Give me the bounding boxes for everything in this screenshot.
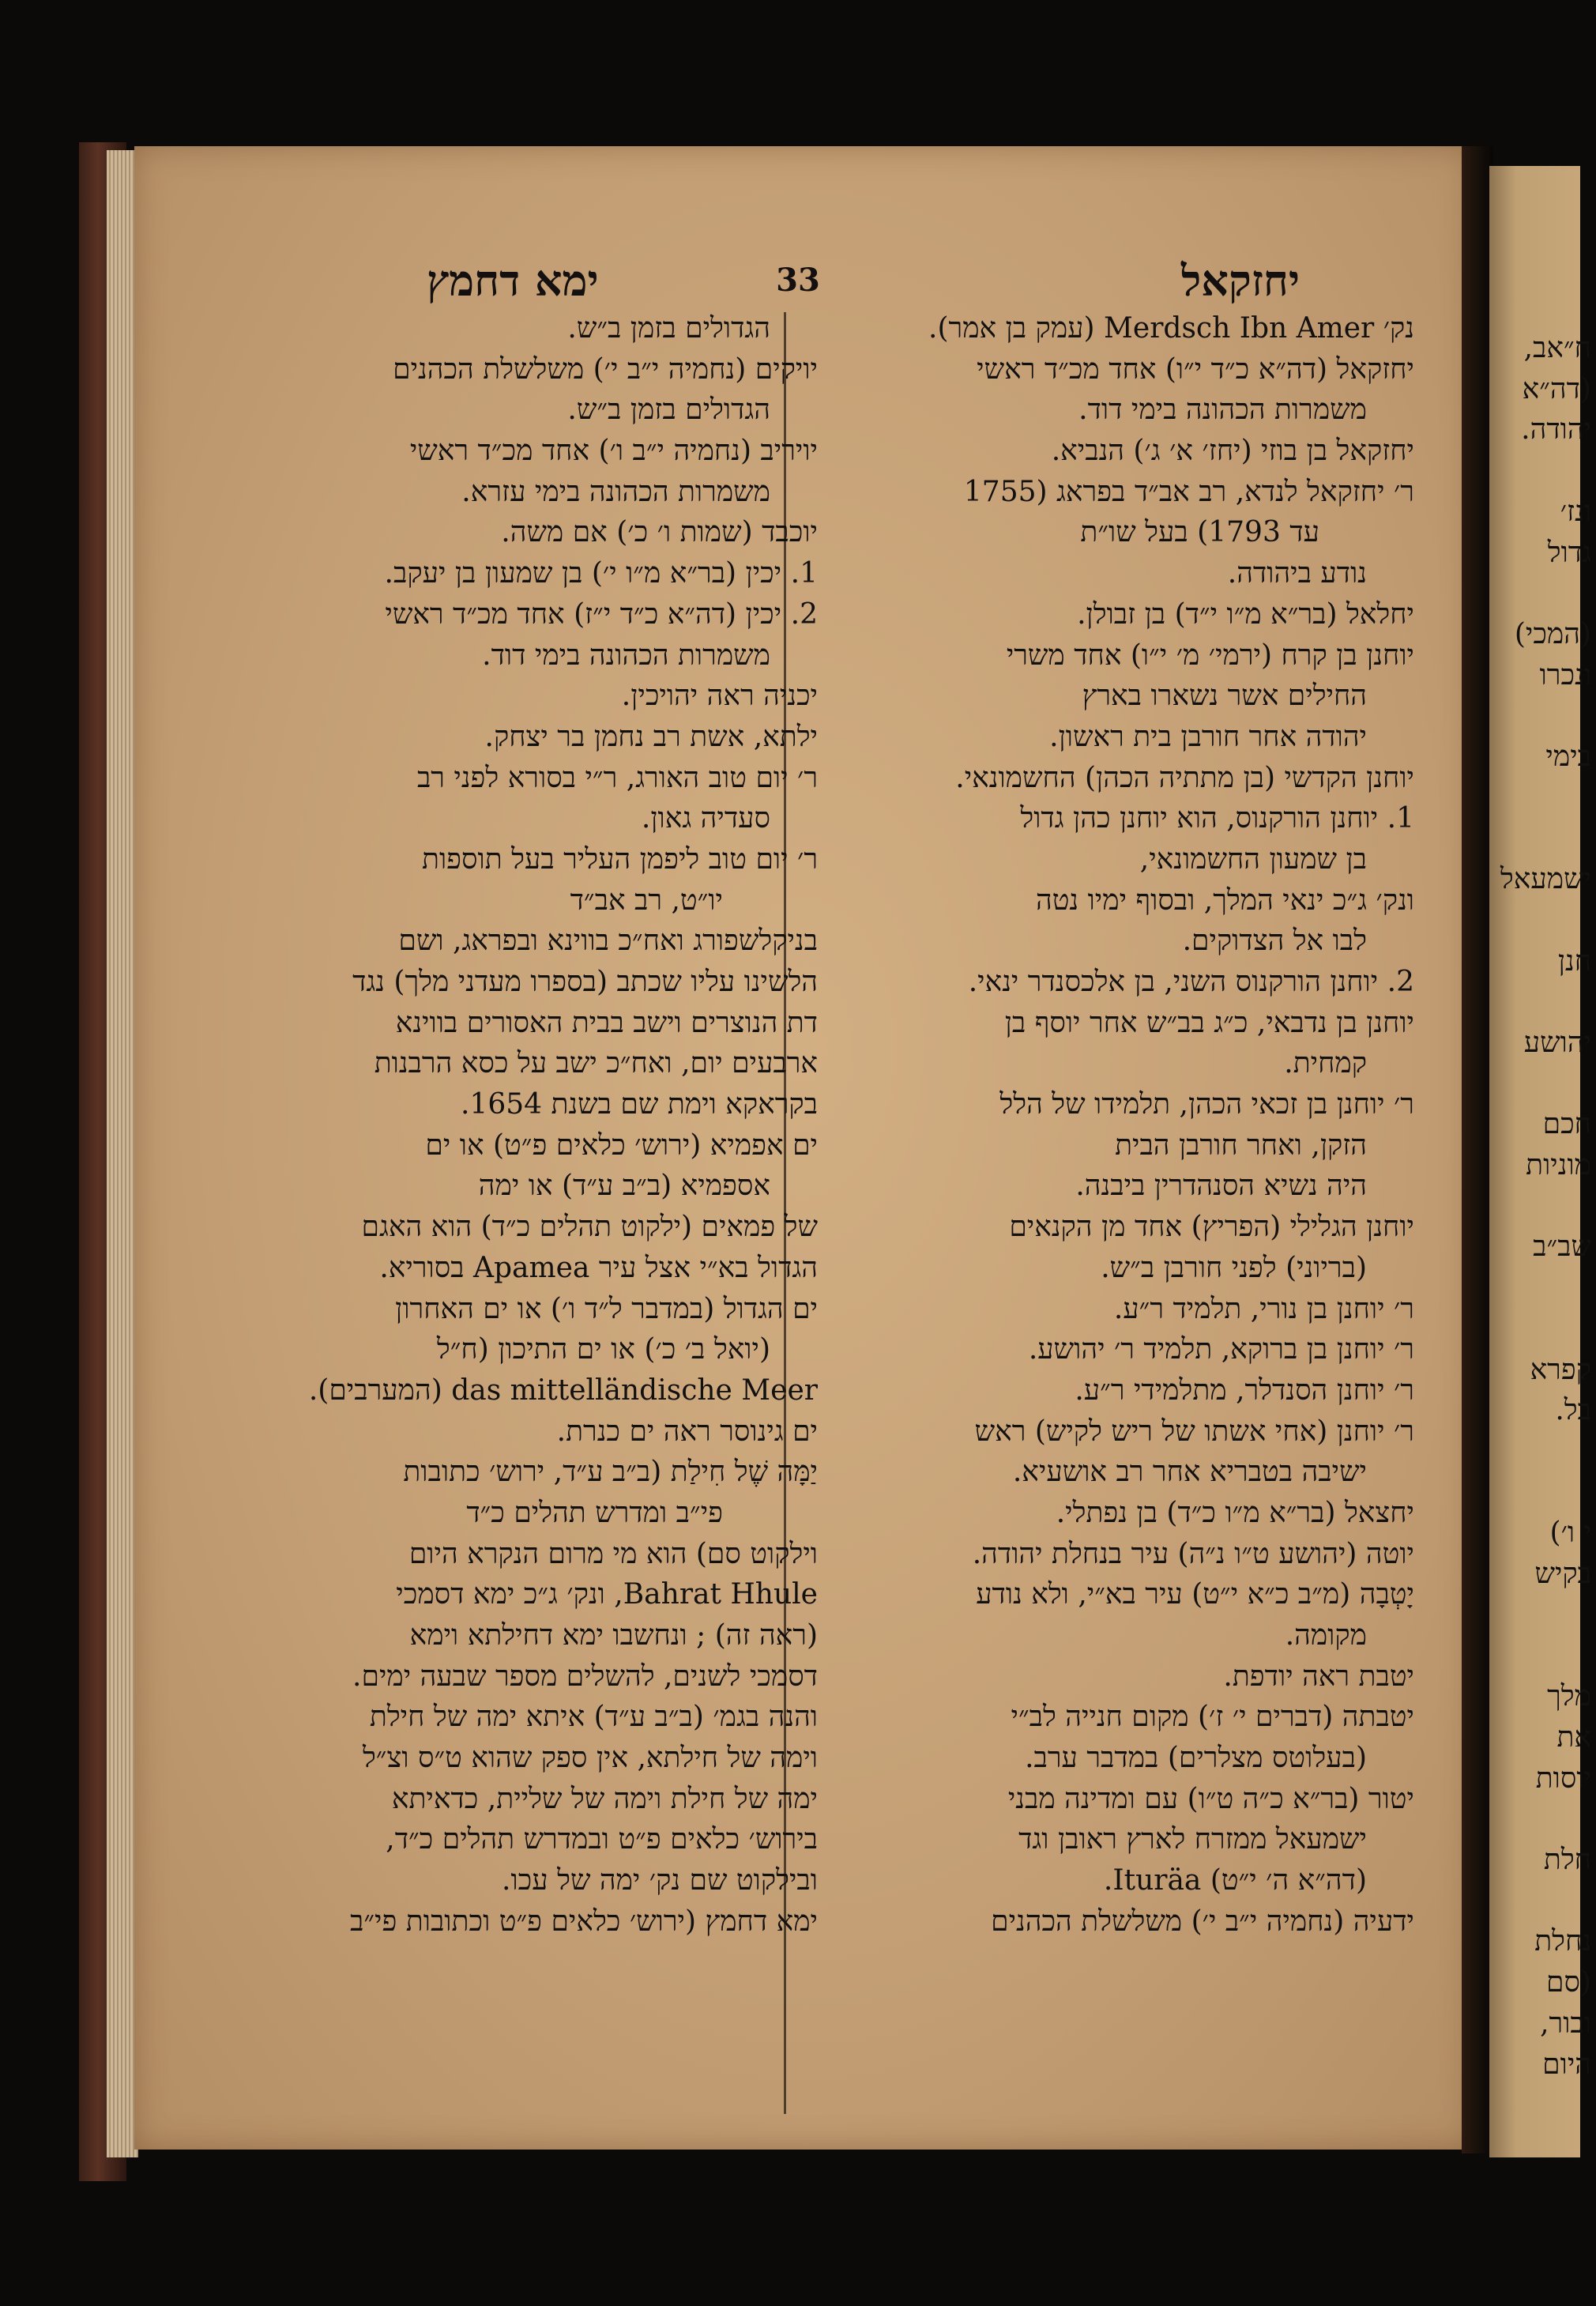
text-line: 2. יכין (דה״א כ״ד י״ז) אחד מכ״ד ראשי (385, 597, 818, 631)
text-line: הגדולים בזמן ב״ש. (567, 394, 770, 427)
text-line: ר׳ יוחנן (אחי אשתו של ריש לקיש) ראש (974, 1415, 1414, 1448)
fragment-line (1500, 1881, 1596, 1922)
fragment-line: חלת (1543, 1844, 1591, 1877)
text-line: יחזקאל (דה״א כ״ד י״ו) אחד מכ״ד ראשי (977, 352, 1414, 386)
fragment-line: מלך (1547, 1680, 1591, 1713)
text-line: (יואל ב׳ כ׳) או ים התיכון (ח״ל (436, 1333, 770, 1366)
text-line: ידעיה (נחמיה י״ב י׳) משלשלת הכהנים (991, 1905, 1414, 1938)
text-line: וימה של חילתא, אין ספק שהוא ט״ס וצ״ל (362, 1742, 818, 1775)
text-line: יטור (בר״א כ״ה ט״ו) עם ומדינה מבני (1007, 1782, 1414, 1815)
fragment-line: (המכי) (1514, 617, 1591, 650)
text-line: נודע ביהודה. (1227, 557, 1367, 590)
text-line: יהודה אחר חורבן בית ראשון. (1049, 720, 1367, 753)
fragment-line (1500, 900, 1596, 941)
text-line: ים הגדול (במדבר ל״ד ו׳) או ים האחרון (395, 1292, 818, 1325)
text-line: דסמכי לשנים, להשלים מספר שבעה ימים. (352, 1660, 818, 1693)
text-line: בן שמעון החשמונאי, (1139, 842, 1367, 876)
text-line: ימא דחמץ (ירוש׳ כלאים פ״ט וכתובות פי״ב (350, 1905, 818, 1938)
fragment-line (1500, 1472, 1596, 1513)
text-line: ישיבה בטבריא אחר רב אושעיא. (1012, 1456, 1367, 1489)
fragment-line (1500, 1268, 1596, 1309)
text-line: 1. יכין (בר״א מ״ו י׳) בן שמעון בן יעקב. (384, 557, 818, 590)
text-line: משמרות הכהונה בימי עזרא. (461, 475, 770, 508)
text-line: והנה בגמ׳ (ב״ב ע״ד) איתא ימה של חילת (369, 1701, 818, 1734)
text-line: בקראקא וימת שם בשנת 1654. (460, 1088, 818, 1121)
fragment-line: ונכרו (1539, 658, 1591, 691)
text-line: יוכבד (שמות ו׳ כ׳) אם משה. (501, 516, 818, 549)
fragment-line: את (1556, 1720, 1591, 1754)
fragment-line (1500, 818, 1596, 859)
text-line: נק׳ Merdsch Ibn Amer (עמק בן אמר). (928, 312, 1414, 345)
fragment-line: מוניות (1526, 1149, 1591, 1182)
text-line: קמחית. (1284, 1047, 1367, 1080)
fragment-line: ישמעאל (1500, 863, 1591, 896)
running-head-left: ימא דחמץ (427, 255, 599, 306)
page-stack (107, 150, 138, 2157)
text-line: יחצאל (בר״א מ״ו כ״ד) בן נפתלי. (1056, 1496, 1414, 1529)
fragment-line: נחלת (1534, 1925, 1591, 1958)
text-line: היה נשיא הסנהדרין ביבנה. (1075, 1170, 1367, 1203)
fragment-line (1500, 450, 1596, 492)
fragment-line (1500, 1636, 1596, 1677)
fragment-line (1500, 1431, 1596, 1472)
fragment-line (1500, 1595, 1596, 1636)
text-line: יו״ט, רב אב״ד (570, 884, 723, 917)
text-line: ילתא, אשת רב נחמן בר יצחק. (484, 720, 818, 753)
text-line: ובילקוט שם נק׳ ימה של עכו. (502, 1864, 818, 1897)
fragment-line: בימי (1545, 740, 1591, 774)
text-line: הגדולים בזמן ב״ש. (567, 312, 770, 345)
fragment-line: (דה״א (1522, 372, 1591, 405)
fragment-line (1500, 1186, 1596, 1227)
page-number: 33 (776, 262, 820, 299)
text-line: אספמיא (ב״ב ע״ד) או ימה (478, 1170, 770, 1203)
text-line: יוחנן בן קרח (ירמי׳ מ׳ י״ו) אחד משרי (1006, 639, 1414, 672)
right-column (830, 308, 1414, 1942)
fragment-line: יהושע (1523, 1026, 1591, 1059)
text-line: הלשינו עליו שכתב (בספרו מעדני מלך) נגד (352, 966, 818, 998)
fragment-line (1500, 778, 1596, 819)
fragment-line: ונז׳ (1560, 495, 1591, 528)
fragment-line (1500, 573, 1596, 614)
next-page-edge (1489, 166, 1591, 2157)
text-line: (ראה זה) ; ונחשבו ימא דחילתא וימא (409, 1619, 818, 1652)
text-line: בירוש׳ כלאים פ״ט ובמדרש תהלים כ״ד, (386, 1823, 818, 1856)
fragment-line: ובור, (1540, 2006, 1591, 2040)
fragment-line (1500, 695, 1596, 737)
text-line: וילקוט סם) הוא מי מרום הנקרא היום (408, 1537, 818, 1570)
text-line: ימה של חילת וימה של שליית, כדאיתא (391, 1782, 818, 1815)
fragment-line (1500, 1799, 1596, 1840)
text-line: משמרות הכהונה בימי דוד. (1078, 394, 1367, 427)
fragment-line: בקיש (1534, 1558, 1591, 1591)
text-line: יוחנן הקדשי (בן מתתיה הכהן) החשמונאי. (955, 761, 1414, 794)
fragment-line (1500, 982, 1596, 1023)
fragment-line: י ו׳) (1549, 1517, 1591, 1550)
text-line: יַמָּה שֶׁל חִילַת (ב״ב ע״ד, ירוש׳ כתובות (403, 1456, 818, 1489)
next-page-fragments (1500, 328, 1596, 2085)
text-line: דת הנוצרים וישב בבית האסורים בווינא (395, 1006, 818, 1039)
fragment-line: שב״ב (1533, 1230, 1591, 1264)
text-line: ר׳ יחזקאל לנדא, רב אב״ד בפראג (1755 (963, 475, 1414, 508)
running-head-right: יחזקאל (1180, 255, 1300, 306)
text-line: יויקים (נחמיה י״ב י׳) משלשלת הכהנים (393, 352, 818, 386)
fragment-line (1500, 1064, 1596, 1105)
text-line: יָטְבָה (מ״ב כ״א י״ט) עיר בא״י, ולא נודע (976, 1578, 1414, 1611)
text-line: ר׳ יום טוב האורג, ר״י בסורא לפני רב (416, 761, 818, 794)
text-line: יוחנן הגלילי (הפריץ) אחד מן הקנאים (1009, 1211, 1414, 1244)
fragment-line: חכם (1542, 1108, 1591, 1141)
text-line: das mittelländische Meer (המערבים). (308, 1373, 818, 1407)
text-line: מקומה. (1285, 1619, 1367, 1652)
text-line: ים אפמיא (ירוש׳ כלאים פ״ט) או ים (425, 1129, 818, 1162)
text-line: (בריוני) לפני חורבן ב״ש. (1101, 1251, 1367, 1284)
text-line: סעדיה גאון. (641, 802, 770, 835)
fragment-line: קפרא (1530, 1353, 1591, 1386)
text-line: ר׳ יוחנן בן זכאי הכהן, תלמידו של הלל (999, 1088, 1414, 1121)
text-line: ונק׳ ג״כ ינאי המלך, ובסוף ימיו נטה (1035, 884, 1414, 917)
text-line: (בעלוטס מצלרים) במדבר ערב. (1025, 1742, 1367, 1775)
fragment-line: גדול (1547, 536, 1591, 569)
text-line: Bahrat Hhule, ונק׳ ג״כ ימא דסמכי (396, 1578, 818, 1611)
text-line: ישמעאל ממזרח לארץ ראובן וגד (1018, 1823, 1367, 1856)
text-line: יטבתה (דברים י׳ ז׳) מקום חנייה לב״י (1011, 1701, 1414, 1734)
text-line: פי״ב ומדרש תהלים כ״ד (466, 1496, 723, 1529)
text-line: הזקן, ואחר חורבן הבית (1115, 1129, 1367, 1162)
text-line: יחזקאל בן בוזי (יחז׳ א׳ ג׳) הנביא. (1051, 435, 1414, 468)
text-line: יויריב (נחמיה י״ב ו׳) אחד מכ״ד ראשי (409, 435, 818, 468)
fragment-line: (סם (1546, 1966, 1591, 1999)
fragment-line: היום (1542, 2048, 1591, 2081)
text-line: יחלאל (בר״א מ״ו י״ד) בן זבולן. (1077, 597, 1414, 631)
fragment-line: בל. (1555, 1394, 1591, 1427)
fragment-line: יהודה. (1521, 413, 1591, 447)
text-line: עד 1793) בעל שו״ת (1080, 516, 1319, 549)
text-line: ר׳ יום טוב ליפמן העליר בעל תוספות (421, 842, 818, 876)
text-line: ים גינוסר ראה ים כנרת. (556, 1415, 818, 1448)
text-line: יטבת ראה יודפת. (1223, 1660, 1414, 1693)
text-line: ר׳ יוחנן הסנדלר, מתלמידי ר״ע. (1075, 1373, 1414, 1407)
fragment-line: יוסות (1535, 1762, 1591, 1795)
text-line: ארבעים יום, ואח״כ ישב על כסא הרבנות (374, 1047, 818, 1080)
fragment-line: ח״אב, (1523, 332, 1591, 364)
text-line: הגדול בא״י אצל עיר Apamea בסוריא. (379, 1251, 818, 1284)
text-line: יכניה ראה יהויכין. (621, 680, 818, 713)
text-line: ר׳ יוחנן בן נורי, תלמיד ר״ע. (1113, 1292, 1414, 1325)
text-line: ר׳ יוחנן בן ברוקא, תלמיד ר׳ יהושע. (1028, 1333, 1414, 1366)
fragment-line: חנן (1557, 944, 1591, 978)
text-line: 1. יוחנן הורקנוס, הוא יוחנן כהן גדול (1020, 802, 1414, 835)
text-line: (דה״א ה׳ י״ט) Ituräa. (1103, 1864, 1367, 1897)
text-line: יוחנן בן נדבאי, כ״ג בב״ש אחר יוסף בן (1004, 1006, 1414, 1039)
text-line: לבו אל הצדוקים. (1182, 925, 1367, 958)
text-line: החילים אשר נשארו בארץ (1082, 680, 1367, 713)
left-column (233, 308, 818, 1942)
book-page (134, 146, 1474, 2150)
text-line: בניקלשפורג ואח״כ בווינא ובפראג, ושם (398, 925, 818, 958)
gutter-shadow (1462, 146, 1493, 2153)
text-line: של פמאים (ילקוט תהלים כ״ד) הוא האגם (361, 1211, 818, 1244)
text-line: משמרות הכהונה בימי דוד. (482, 639, 770, 672)
text-line: 2. יוחנן הורקנוס השני, בן אלכסנדר ינאי. (968, 966, 1414, 998)
fragment-line (1500, 1309, 1596, 1350)
text-line: יוטה (יהושע ט״ו נ״ה) עיר בנחלת יהודה. (972, 1537, 1414, 1570)
